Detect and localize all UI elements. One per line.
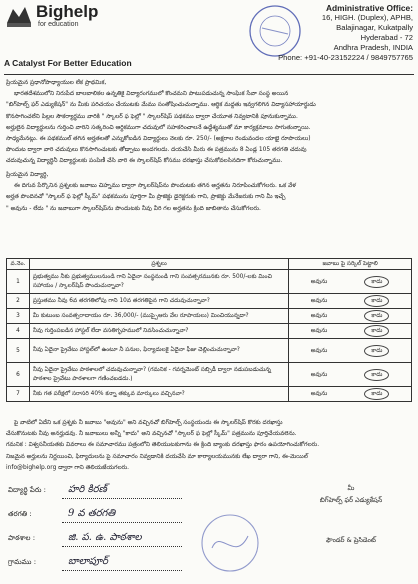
student-name-value[interactable]: హరి కిరణ్ <box>68 484 107 495</box>
paragraph-line: "బిగ్‌హెల్ప్ ఫర్ ఎడ్యుకేషన్" ను మీకు పరిచయం చేయుటకు మేము సంతోషించుచున్నాము. ఆర్థిక మద్దతు ఇవ్వగలిగిన విద్యాసహాయార్థుడు <box>6 102 316 109</box>
class-line <box>62 522 182 523</box>
village-value[interactable]: బాలాపూర్ <box>68 556 108 567</box>
row-question: మీ కుటుంబ సంవత్సరాదాయం రూ. 36,000/- (ముప్పైఆరు వేల రూపాయలు) మించియున్నదా? <box>29 309 288 324</box>
row-number: 5 <box>7 339 30 363</box>
address-line: Hyderabad - 72 <box>360 33 413 42</box>
row-number: 4 <box>7 324 30 339</box>
row-question: నీకు గత పరీక్షలో సరాసరి 40% కన్నా తక్కువ మార్కులు వచ్చినవా? <box>29 387 288 402</box>
paragraph-line: చదువుచున్న విద్యార్థినీ విద్యార్థులకు పంపిణీ చేసి వారి ఈ స్కాలర్‌షిప్ కోసము దరఖాస్తు చేసుకోవలసినదిగా కోరుచున్నాము. <box>6 158 283 165</box>
tagline: A Catalyst For Better Education <box>4 58 132 68</box>
salutation: ప్రియమైన ప్రధానోపాధ్యాయుల లేక ప్రాథమిక, <box>6 80 107 86</box>
answer-yes[interactable]: అవును <box>310 391 328 397</box>
table-row <box>7 363 412 387</box>
paragraph-line: " అవును - లేదు " ను జవాబుగా స్కాలర్‌షిప్‌ను పొందుటకు నీవు వీరి గల అర్హతను క్రింది జాబితాను చేసుకోగలరు. <box>6 205 261 212</box>
closing-notes <box>6 418 412 474</box>
address-title: Administrative Office: <box>325 3 413 13</box>
table-row <box>7 339 412 363</box>
row-question: ప్రస్తుతము నీవు 6వ తరగతిలోపు గాని 10వ తరగతిపైన గాని చదువుచున్నావా? <box>29 294 288 309</box>
address-line: Balajinagar, Kukatpally <box>336 23 413 32</box>
address-line: 16, HIGH. (Duplex), APHB, <box>321 13 413 22</box>
school-value[interactable]: జి. ప. ఉ. పాఠశాల <box>68 532 142 543</box>
answer-yes[interactable]: అవును <box>310 298 328 304</box>
paragraph-line: సాధ్యమేనట్లు. ఈ పథకముల్ తగిన అర్హతలతో ఎన్నుకోబడిన విద్యార్థులు నెలకు రూ. 250/- (అక్షరాల రెండువందల యాభై రూపాయలు) <box>6 136 311 143</box>
header-divider <box>4 74 414 75</box>
brand-name: Bighelp <box>36 2 99 21</box>
table-row <box>7 324 412 339</box>
paragraph-line: గమనిక : విశ్వసనీయతకు వివరాలు ఈ సమాచారము పత్రంలోని తెలియుటకుగాను ఈ క్రింది బ్యాంకు దరఖాస్తు ఫారం ఉపయోగించుకోగలరు. <box>6 442 320 449</box>
answer-no-circled[interactable]: కాదు <box>364 276 389 288</box>
class-value[interactable]: 9 వ తరగతి <box>68 508 116 519</box>
table-row <box>7 270 412 294</box>
row-question: నీవు ఏదైనా ప్రైవేటు పాఠశాలలో చదువుచున్నావా? (గమనిక - గవర్నమెంట్ సబ్సిడీ ద్వారా నడుపబడుచున్న పాఠశాల ప్రైవేటు పాఠశాలగా గణించబడదు.) <box>29 363 288 387</box>
paragraph-line: ఈ దిగువ పేర్కొనిన ప్రశ్నలకు జవాబు చిహ్నము ద్వారా స్కాలర్‌షిప్‌ను పొందుటకు తగిన అర్హతను నిరూపించుకోగలరు. ఒక వేళ <box>14 183 296 190</box>
col-answer-header: జవాబు పై సర్కిల్ పెట్టాలి <box>289 259 412 270</box>
signature-stamp <box>190 508 270 578</box>
row-number: 7 <box>7 387 30 402</box>
section-title: ప్రియమైన విద్యార్థి, <box>6 172 49 178</box>
answer-no-circled[interactable]: కాదు <box>364 388 389 400</box>
row-question: నీవు గుర్తింపబడిన హాస్టల్ లేదా వసతిగృహములో నివసించుచున్నావా? <box>29 324 288 339</box>
row-number: 6 <box>7 363 30 387</box>
paragraph-line: పొందుట ద్వారా వారి చదువులు కొనసాగించుటకు తోడ్పాటు అందగలదు. దయచేసి మీరు ఈ పత్రమును 8 ఏండ్ల 105 తరగతి చదువు <box>6 147 307 154</box>
table-row <box>7 309 412 324</box>
eligibility-table <box>6 258 412 402</box>
table-header-row <box>7 259 412 270</box>
table-row <box>7 294 412 309</box>
bighelp-logo-icon <box>5 3 33 29</box>
answer-yes[interactable]: అవును <box>310 347 328 354</box>
paragraph-line: info@bighelp.org ద్వారా గాని తెలియజేయగలరు. <box>6 464 130 471</box>
school-label: పాఠశాల : <box>8 534 36 542</box>
office-address <box>263 3 413 63</box>
paragraph-line: భారతదేశములోని నిరుపేద బాలబాలికల ఉన్నతికై విద్యారంగములో కొంచమని పాటుపడుచున్న సాంఘిక సేవా సంస్థ అయిన <box>14 91 289 98</box>
paragraph-line: కొనసాగించలేని పిల్లల సౌకర్యార్థము వారికి " స్కాలర్ ఫ ఫెల్లో " స్కాలర్‌షిప్ పథకము ద్వారా చేయూత నివ్వటానికి పూనుకున్నాము. <box>6 113 298 120</box>
row-question: నీవు ఏదైనా ప్రైవేటు హాస్టల్‌లో ఉంటూ నీ పనుల, ఫిర్యాదులకై ఏదైనా ఫీజు చెల్లించుచున్నావా? <box>29 339 288 363</box>
sign-organization: బిగ్‌హెల్ప్ ఫర్ ఎడ్యుకేషన్ <box>319 496 383 504</box>
village-line <box>62 570 182 571</box>
row-number: 2 <box>7 294 30 309</box>
paragraph-line: నిజమైన అర్హులను నిర్ణయించి, ఫిర్యాదులను పై సమాచారం నివ్వడానికి దయచేసి మా కార్యాలయమునకు లేఖ ద్వారా గాని, ఈ-మెయిల్ <box>6 453 308 460</box>
answer-yes[interactable]: అవును <box>310 313 328 319</box>
answer-yes[interactable]: అవును <box>310 278 328 285</box>
answer-yes[interactable]: అవును <box>310 328 328 334</box>
answer-no-circled[interactable]: కాదు <box>364 325 389 337</box>
col-question-header: ప్రశ్నలు <box>29 259 288 270</box>
student-instructions <box>6 170 412 215</box>
answer-no-circled[interactable]: కాదు <box>364 295 389 307</box>
student-name-line <box>62 498 182 499</box>
col-number-header: వ.నెం. <box>7 259 30 270</box>
paragraph-line: చేసుకొనుటకు నీవు అనర్హుడవు. నీ జవాబులు అన్నీ "కాదు" అని వచ్చినచో "స్కాలర్ ఫ ఫెల్లో స్కీమ్" పత్రమును పూర్తిచేయవలెను. <box>6 431 297 438</box>
class-label: తరగతి : <box>8 510 32 518</box>
table-row <box>7 387 412 402</box>
row-question: ప్రభుత్వము నీకు ప్రభుత్వములనుండి గాని ఏదైనా సంస్థనుండి గాని సంవత్సరమునకు రూ. 500/-లకు మించి సహాయం / స్కాలర్‌షిప్ పొందుచున్నావా? <box>29 270 288 294</box>
paragraph-line: అర్హత పొందినచో "స్కాలర్ ఫ ఫెల్లో స్కీమ్" పథకమును పూర్తిగా మీ ప్రాజెక్టు డైరెక్టరుకు గాని, ప్రాజెక్టు మేనేజరుకు గాని మీ ఇచ్చే <box>6 194 286 201</box>
answer-yes[interactable]: అవును <box>310 371 328 378</box>
phone: Phone: +91-40-23152224 / 9849757765 <box>278 53 413 62</box>
row-number: 3 <box>7 309 30 324</box>
sign-salutation: మీ <box>347 484 355 492</box>
brand-subtitle: for education <box>38 21 79 28</box>
village-label: గ్రామము : <box>8 558 37 566</box>
address-line: Andhra Pradesh, INDIA <box>333 43 413 52</box>
paragraph-line: పై వాటిలో ఏదేని ఒక ప్రశ్నకు నీ జవాబు "అవును" అని వచ్చినచో బిగ్‌హెల్ప్ సంస్థయందు ఈ స్కాలర్‌షిప్ కొరకు దరఖాస్తు <box>14 420 283 426</box>
school-line <box>62 546 182 547</box>
student-name-label: విద్యార్థి పేరు : <box>8 486 46 494</box>
paragraph-line: అర్హులైన విద్యార్థులను గుర్తించి వారిని సత్కరించి ఆర్థికముగా చదువులో సహకరించాలనే ఉద్దేశ్యముతో మా కార్యక్రమాలు సాగుతున్నాయి. <box>6 124 311 131</box>
letter-intro <box>6 78 412 168</box>
answer-no-circled[interactable]: కాదు <box>364 345 389 357</box>
answer-no-circled[interactable]: కాదు <box>364 310 389 322</box>
sign-role: ఫౌండర్ & ప్రెసిడెంట్ <box>326 536 376 544</box>
row-number: 1 <box>7 270 30 294</box>
answer-no-circled[interactable]: కాదు <box>364 369 389 381</box>
